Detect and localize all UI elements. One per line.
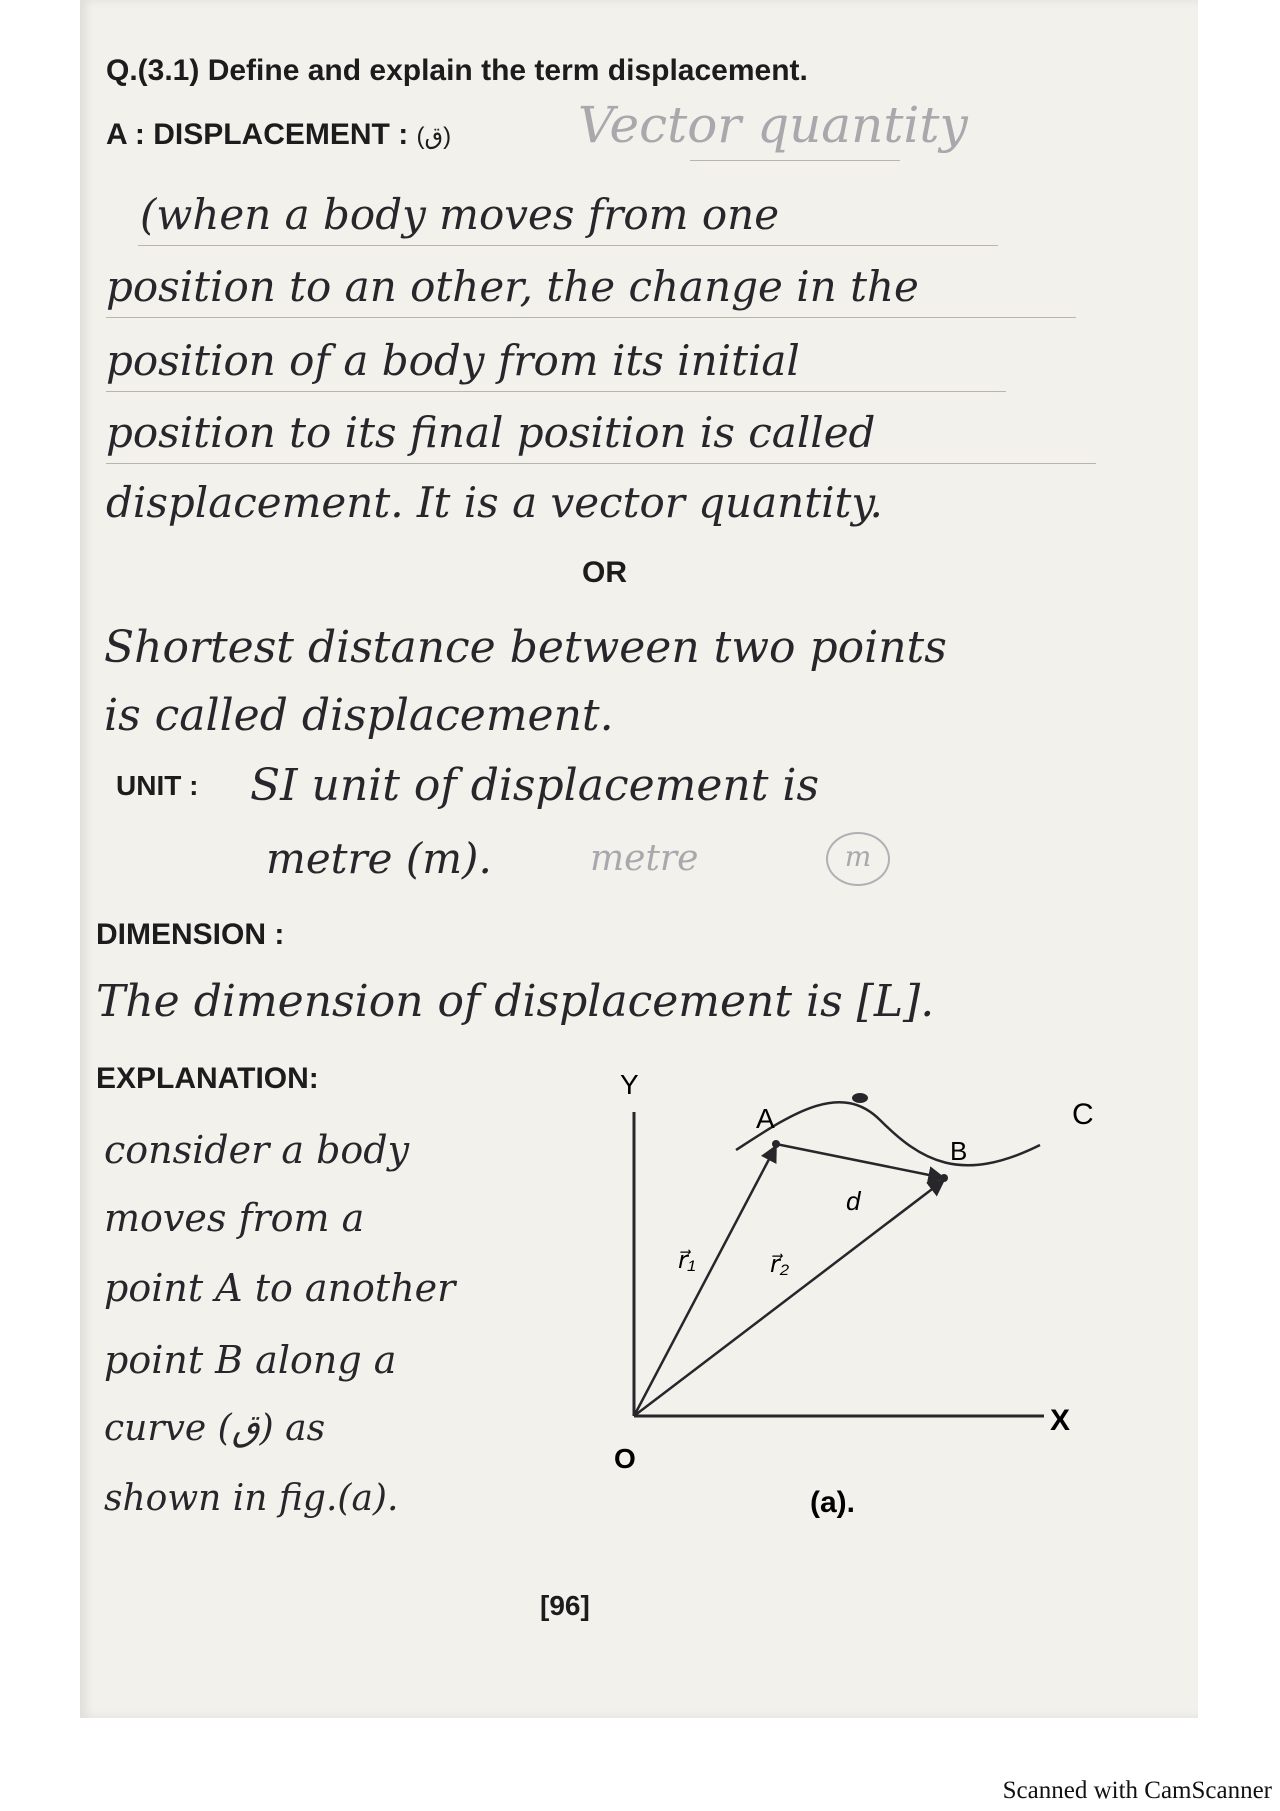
figure-caption: (a).: [810, 1486, 855, 1519]
explanation-line-2: moves from a: [104, 1196, 365, 1240]
origin-label: O: [614, 1443, 636, 1474]
unit-faint-note: metre: [590, 838, 699, 879]
scanner-watermark: Scanned with CamScanner: [1002, 1777, 1272, 1804]
point-b-dot: [940, 1174, 948, 1182]
displacement-vector-d: [776, 1144, 944, 1178]
y-axis-label: Y: [620, 1069, 639, 1100]
explanation-line-3: point A to another: [104, 1266, 456, 1310]
unit-label: UNIT :: [116, 770, 199, 801]
definition-line-4: position to its final position is called: [106, 408, 876, 457]
heading-handwritten-text: Vector quantity: [578, 96, 968, 154]
dimension-label: DIMENSION :: [96, 918, 285, 951]
definition-line-3: position of a body from its initial: [106, 336, 800, 385]
alt-definition-line-1: Shortest distance between two points: [104, 622, 947, 673]
position-vector-r1: [634, 1146, 776, 1416]
explanation-label: EXPLANATION:: [96, 1062, 319, 1095]
point-a-label: A: [756, 1103, 775, 1134]
x-axis-label: X: [1050, 1404, 1071, 1437]
unit-circled-text: m: [844, 840, 872, 873]
explanation-line-1: consider a body: [104, 1128, 410, 1172]
curve-peak-mark: [852, 1093, 868, 1103]
d-label: d: [846, 1186, 861, 1216]
point-b-label: B: [950, 1136, 968, 1166]
alt-definition-line-2: is called displacement.: [104, 690, 614, 741]
question-text: Q.(3.1) Define and explain the term displacement.: [106, 54, 808, 87]
definition-line-2: position to an other, the change in the: [106, 262, 919, 311]
dimension-text: The dimension of displacement is [L].: [96, 976, 935, 1027]
explanation-line-4: point B along a: [104, 1338, 397, 1382]
r2-label: r⃗₂: [770, 1251, 790, 1278]
answer-heading-text: A : DISPLACEMENT :: [106, 118, 417, 151]
position-vector-r2: [634, 1180, 944, 1416]
r1-label: r⃗₁: [678, 1247, 696, 1274]
path-curve: [736, 1102, 1040, 1165]
explanation-line-6: shown in fig.(a).: [104, 1478, 399, 1519]
answer-heading-note: (ق): [416, 123, 452, 150]
explanation-line-5: curve (ق) as: [104, 1408, 326, 1449]
definition-line-1: (when a body moves from one: [140, 190, 780, 239]
unit-line-2: metre (m).: [266, 834, 492, 883]
definition-line-5: displacement. It is a vector quantity.: [106, 478, 883, 527]
or-label: OR: [582, 556, 627, 589]
unit-line-1: SI unit of displacement is: [250, 760, 820, 811]
point-a-dot: [772, 1140, 780, 1148]
page-number: [96]: [540, 1590, 590, 1621]
curve-c-label: C: [1072, 1098, 1094, 1131]
